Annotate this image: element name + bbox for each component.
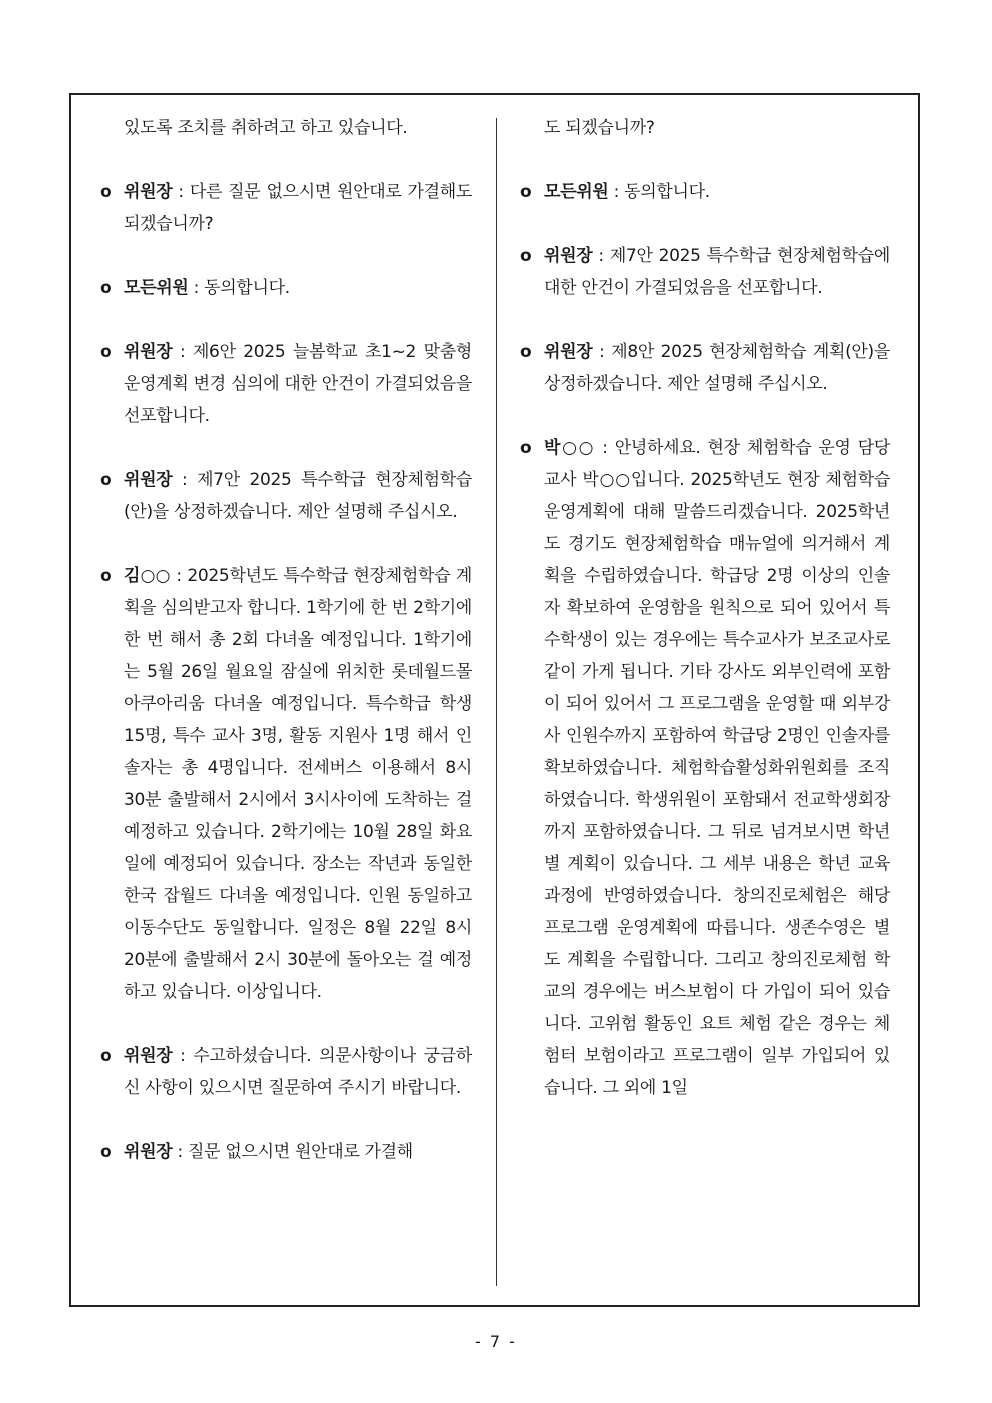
statement-text: 있도록 조치를 취하려고 하고 있습니다. <box>124 118 408 138</box>
separator: : <box>592 342 612 362</box>
bullet-marker: o <box>100 1046 112 1066</box>
bullet-marker: o <box>100 566 112 586</box>
bullet-marker: o <box>100 182 112 202</box>
statement-text: 2025학년도 특수학급 현장체험학습 계획을 심의받고자 합니다. 1학기에 한 번 2학기에 한 번 해서 총 2회 다녀올 예정입니다. 1학기에는 5월 26일 월요일 잠실에 위치한 롯데월드몰 아쿠아리움 다녀올 예정입니다. 특수학급 학생 15명, 특수 교사 3명, 활동 지원사 1명 해서 인솔자는 총 4명입니다. 전세버스 이용해서 8시 30분 출발해서 2시에서 3시사이에 도착하는 걸 예정하고 있습니다. 2학기에는 10월 28일 화요일에 예정되어 있습니다. 장소는 작년과 동일한 한국 잡월드 다녀올 예정입니다. 인원 동일하고 이동수단도 동일합니다. 일정은 8월 22일 8시 20분에 출발해서 2시 30분에 돌아오는 걸 예정하고 있습니다. 이상입니다. <box>124 566 472 1002</box>
speaker-name: 박○○ <box>544 438 596 458</box>
statement-text: 다른 질문 없으시면 원안대로 가결해도 되겠습니까? <box>124 182 472 234</box>
separator: : <box>172 342 193 362</box>
separator: : <box>170 566 188 586</box>
minutes-entry <box>100 1136 472 1168</box>
speaker-name: 위원장 <box>544 246 593 266</box>
minutes-entry <box>100 1040 472 1104</box>
speaker-name: 위원장 <box>124 182 173 202</box>
speaker-name: 위원장 <box>124 1046 173 1066</box>
statement-text: 도 되겠습니까? <box>544 118 655 138</box>
bullet-marker: o <box>100 1142 112 1162</box>
speaker-name: 모든위원 <box>544 182 609 202</box>
minutes-entry <box>100 176 472 240</box>
separator: : <box>172 1046 194 1066</box>
statement-text: 제6안 2025 늘봄학교 초1~2 맞춤형 운영계획 변경 심의에 대한 안건이 가결되었음을 선포합니다. <box>124 342 472 426</box>
minutes-entry <box>520 336 890 400</box>
separator: : <box>592 246 610 266</box>
right-column <box>520 112 890 1104</box>
statement-text: 동의합니다. <box>624 182 710 202</box>
speaker-name: 위원장 <box>124 470 173 490</box>
bullet-marker: o <box>100 278 112 298</box>
statement-text: 안녕하세요. 현장 체험학습 운영 담당 교사 박○○입니다. 2025학년도 현장 체험학습 운영계획에 대해 말씀드리겠습니다. 2025학년도 경기도 현장체험학습 매뉴얼에 의거해서 계획을 수립하였습니다. 학급당 2명 이상의 인솔자 확보하여 운영함을 원칙으로 되어 있어서 특수학생이 있는 경우에는 특수교사가 보조교사로 같이 가게 됩니다. 기타 강사도 외부인력에 포함이 되어 있어서 그 프로그램을 운영할 때 외부강사 인원수까지 포함하여 학급당 2명인 인솔자를 확보하였습니다. 체험학습활성화위원회를 조직하였습니다. 학생위원이 포함돼서 전교학생회장까지 포함하였습니다. 그 뒤로 넘겨보시면 학년별 계획이 있습니다. 그 세부 내용은 학년 교육 과정에 반영하였습니다. 창의진로체험은 해당 프로그램 운영계획에 따릅니다. 생존수영은 별도 계획을 수립합니다. 그리고 창의진로체험 학교의 경우에는 버스보험이 다 가입이 되어 있습니다. 고위험 활동인 요트 체험 같은 경우는 체험터 보험이라고 프로그램이 일부 가입되어 있습니다. 그 외에 1일 <box>544 438 890 1098</box>
left-column <box>100 112 472 1168</box>
speaker-name: 위원장 <box>124 1142 173 1162</box>
minutes-entry <box>520 432 890 1104</box>
bullet-marker: o <box>520 342 532 362</box>
bullet-marker: o <box>520 182 532 202</box>
separator: : <box>188 278 205 298</box>
column-divider <box>496 118 497 1286</box>
minutes-entry <box>100 464 472 528</box>
minutes-entry <box>520 112 890 144</box>
speaker-name: 김○○ <box>124 566 171 586</box>
separator: : <box>172 470 198 490</box>
bullet-marker: o <box>100 342 112 362</box>
speaker-name: 위원장 <box>544 342 593 362</box>
bullet-marker: o <box>520 246 532 266</box>
bullet-marker: o <box>100 470 112 490</box>
separator: : <box>172 182 190 202</box>
page-number: - 7 - <box>475 1332 517 1351</box>
minutes-entry <box>520 176 890 208</box>
separator: : <box>608 182 625 202</box>
statement-text: 제7안 2025 특수학급 현장체험학습(안)을 상정하겠습니다. 제안 설명해 주십시오. <box>124 470 472 522</box>
separator: : <box>172 1142 189 1162</box>
speaker-name: 위원장 <box>124 342 173 362</box>
statement-text: 질문 없으시면 원안대로 가결해 <box>188 1142 413 1162</box>
separator: : <box>595 438 615 458</box>
bullet-marker: o <box>520 438 532 458</box>
statement-text: 동의합니다. <box>204 278 290 298</box>
minutes-entry <box>100 112 472 144</box>
minutes-entry <box>520 240 890 304</box>
statement-text: 수고하셨습니다. 의문사항이나 궁금하신 사항이 있으시면 질문하여 주시기 바랍니다. <box>124 1046 472 1098</box>
minutes-entry <box>100 272 472 304</box>
statement-text: 제8안 2025 현장체험학습 계획(안)을 상정하겠습니다. 제안 설명해 주십시오. <box>544 342 890 394</box>
statement-text: 제7안 2025 특수학급 현장체험학습에 대한 안건이 가결되었음을 선포합니다. <box>544 246 890 298</box>
speaker-name: 모든위원 <box>124 278 189 298</box>
minutes-entry <box>100 560 472 1008</box>
minutes-entry <box>100 336 472 432</box>
